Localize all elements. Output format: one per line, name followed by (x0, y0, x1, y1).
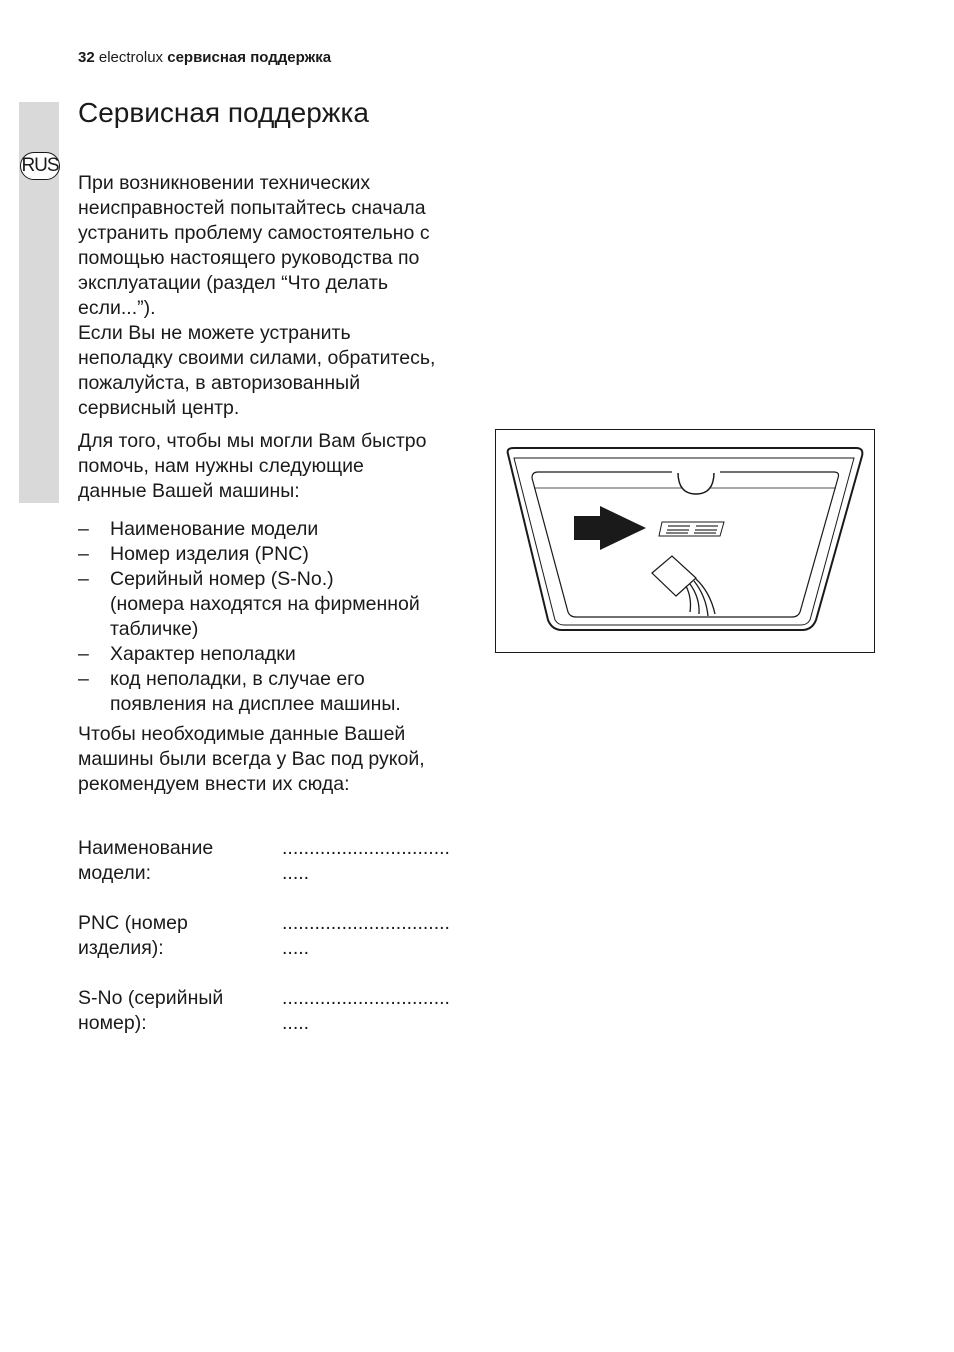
text-line: Чтобы необходимые данные Вашей (78, 723, 406, 745)
text-line: неполадку своими силами, обратитесь, (78, 347, 436, 369)
form-label: модели: (78, 862, 152, 884)
list-item-text: код неполадки, в случае его (110, 668, 365, 690)
list-item (78, 642, 473, 667)
running-header (78, 48, 331, 68)
form-label: S-No (серийный (78, 987, 224, 1009)
list-item-text: Серийный номер (S-No.) (110, 568, 334, 590)
list-item (78, 542, 473, 567)
required-data-list (78, 517, 473, 717)
text-line: машины были всегда у Вас под рукой, (78, 748, 425, 770)
door-opening-drawing (496, 430, 874, 652)
text-line: помочь, нам нужны следующие (78, 455, 364, 477)
text-line: если...”). (78, 297, 156, 319)
intro-paragraph (78, 171, 473, 421)
list-item (78, 517, 473, 542)
brand-name: electrolux (98, 49, 164, 66)
list-item-text: Наименование модели (110, 518, 319, 540)
data-request-paragraph (78, 429, 473, 504)
list-bullet: – (78, 518, 89, 540)
text-line: неисправностей попытайтесь сначала (78, 197, 426, 219)
fill-in-dots[interactable]: ............................... (282, 837, 450, 859)
list-bullet: – (78, 543, 89, 565)
text-line: рекомендуем внести их сюда: (78, 773, 350, 795)
form-label: изделия): (78, 937, 164, 959)
form-label: PNC (номер (78, 912, 188, 934)
list-item (78, 667, 473, 717)
section-name: сервисная поддержка (167, 49, 332, 66)
list-item (78, 567, 473, 642)
list-bullet: – (78, 568, 89, 590)
rating-plate-illustration (495, 429, 875, 653)
text-line: При возникновении технических (78, 172, 371, 194)
list-bullet: – (78, 668, 89, 690)
form-row-serial (78, 986, 473, 1036)
fill-in-dots[interactable]: ..... (282, 862, 310, 884)
list-item-text: появления на дисплее машины. (110, 693, 401, 715)
text-line: Для того, чтобы мы могли Вам быстро (78, 430, 427, 452)
text-line: устранить проблему самостоятельно с (78, 222, 430, 244)
text-line: эксплуатации (раздел “Что делать (78, 272, 389, 294)
rating-plate (659, 522, 724, 536)
text-line: Если Вы не можете устранить (78, 322, 351, 344)
fill-in-dots[interactable]: ............................... (282, 987, 450, 1009)
form-label: номер): (78, 1012, 147, 1034)
page-number: 32 (78, 49, 95, 66)
text-line: данные Вашей машины: (78, 480, 300, 502)
record-data-paragraph (78, 722, 473, 797)
text-line: сервисный центр. (78, 397, 240, 419)
list-bullet: – (78, 643, 89, 665)
list-item-text: Номер изделия (PNC) (110, 543, 309, 565)
list-item-text: табличке) (110, 618, 199, 640)
list-item-text: Характер неполадки (110, 643, 296, 665)
fill-in-dots[interactable]: ............................... (282, 912, 450, 934)
form-row-pnc (78, 911, 473, 961)
page-title: Сервисная поддержка (78, 97, 369, 128)
form-label: Наименование (78, 837, 214, 859)
language-badge: RUS (20, 152, 60, 180)
fill-in-dots: ..... (282, 1012, 310, 1034)
fill-in-dots[interactable]: ..... (282, 937, 310, 959)
text-line: помощью настоящего руководства по (78, 247, 420, 269)
form-row-model (78, 836, 473, 886)
text-line: пожалуйста, в авторизованный (78, 372, 361, 394)
list-item-text: (номера находятся на фирменной (110, 593, 420, 615)
